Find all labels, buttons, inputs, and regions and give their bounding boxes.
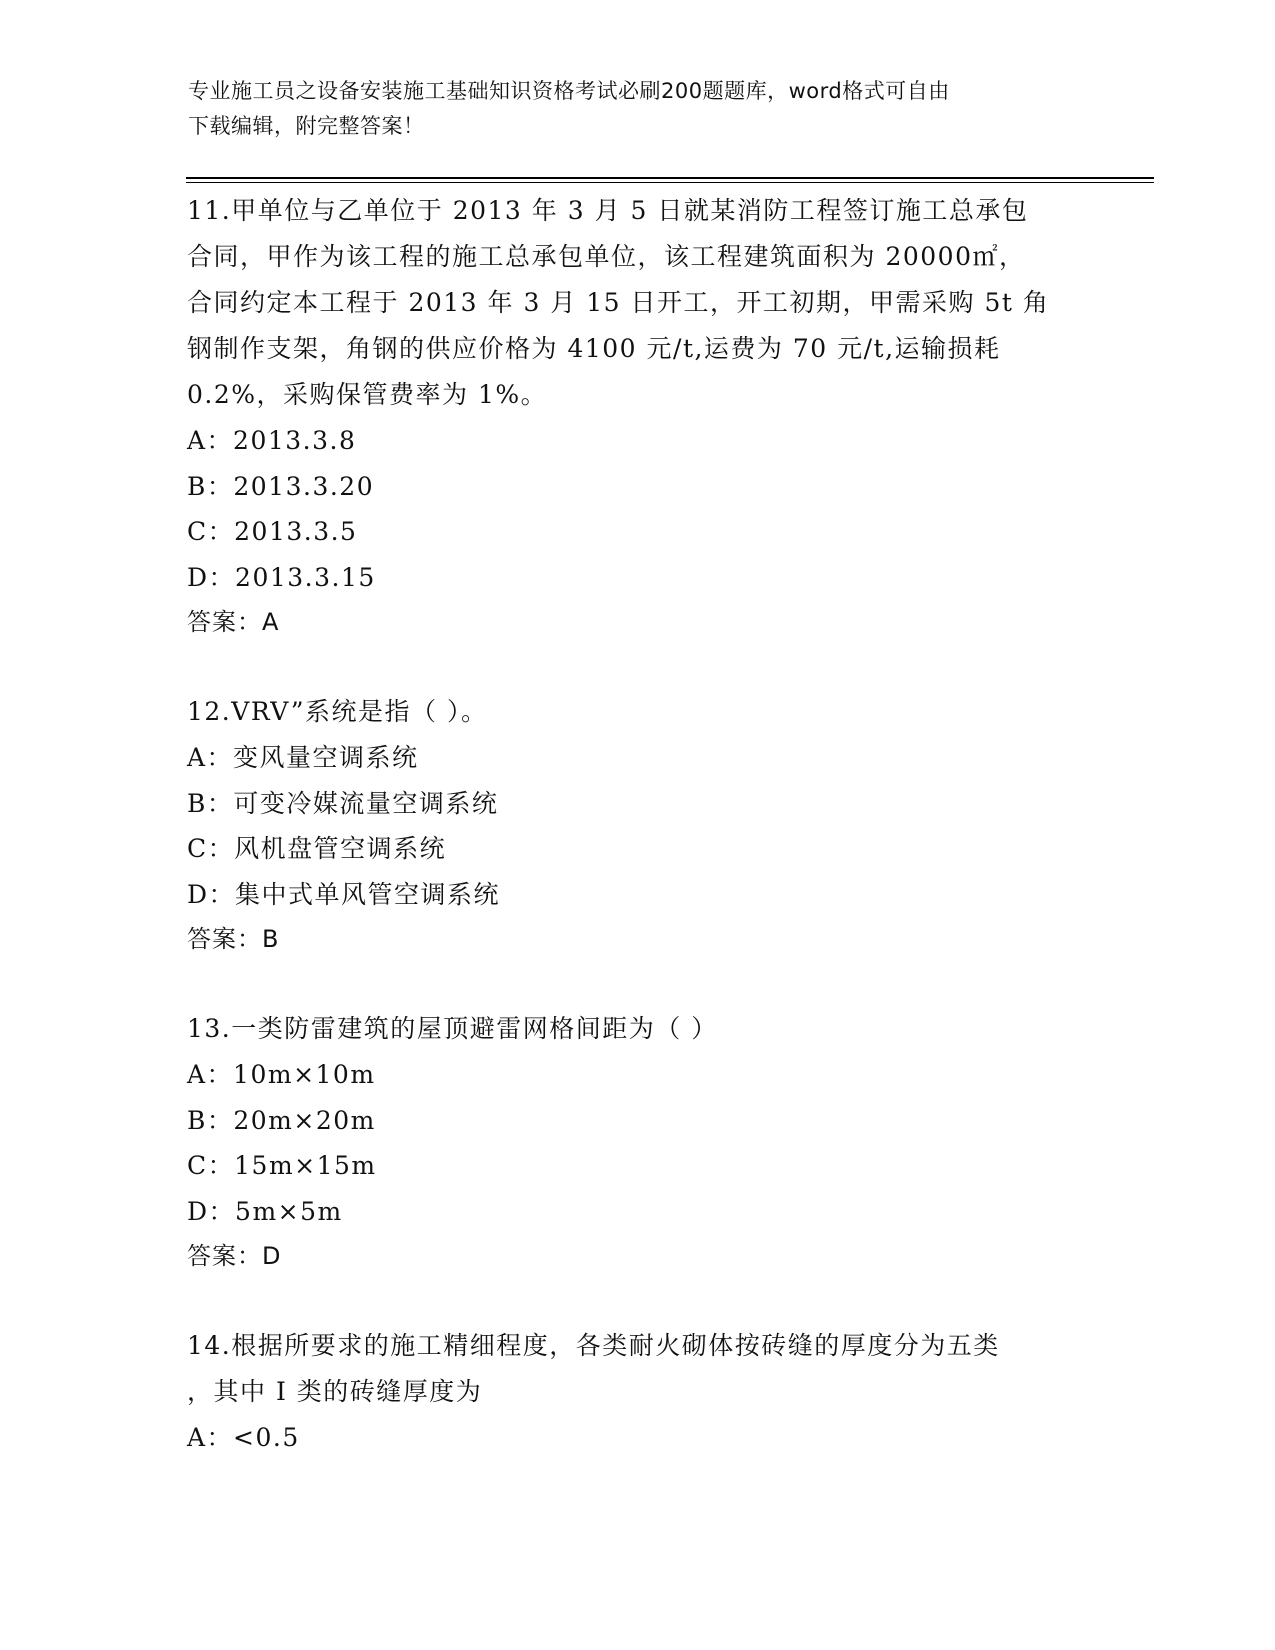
question-stem-line: 13.一类防雷建筑的屋顶避雷网格间距为（ ） <box>187 1014 718 1043</box>
question-11 <box>187 188 1087 645</box>
option-b: B：20m×20m <box>187 1105 376 1135</box>
option-d: D：集中式单风管空调系统 <box>187 879 501 909</box>
option-a: A：变风量空调系统 <box>187 743 419 772</box>
document-header <box>188 74 1088 144</box>
header-divider-thin <box>186 182 1154 183</box>
header-divider-thick <box>186 177 1154 179</box>
question-list <box>187 188 1087 1461</box>
question-stem-line: 0.2%，采购保管费率为 1%。 <box>187 380 548 409</box>
option-a: A：<0.5 <box>187 1423 300 1452</box>
option-a: A：10m×10m <box>187 1060 376 1089</box>
question-stem-line: 合同，甲作为该工程的施工总承包单位，该工程建筑面积为 20000㎡， <box>187 242 1026 271</box>
option-a: A：2013.3.8 <box>187 426 357 455</box>
question-12 <box>187 689 1087 962</box>
question-stem-line: 14.根据所要求的施工精细程度，各类耐火砌体按砖缝的厚度分为五类 <box>187 1331 1000 1360</box>
option-b: B：可变冷媒流量空调系统 <box>187 788 499 818</box>
question-stem-line: 11.甲单位与乙单位于 2013 年 3 月 5 日就某消防工程签订施工总承包 <box>187 196 1029 225</box>
question-spacer <box>187 645 1087 689</box>
answer-line: 答案：B <box>187 925 280 953</box>
question-14 <box>187 1323 1087 1461</box>
question-stem-line: 钢制作支架，角钢的供应价格为 4100 元/t,运费为 70 元/t,运输损耗 <box>187 334 1001 363</box>
option-d: D：5m×5m <box>187 1196 343 1226</box>
question-stem-line: 12.VRV”系统是指（ ）。 <box>187 697 488 726</box>
answer-line: 答案：D <box>187 1242 282 1270</box>
question-stem-line: 合同约定本工程于 2013 年 3 月 15 日开工，开工初期，甲需采购 5t 角 <box>187 288 1050 317</box>
option-b: B：2013.3.20 <box>187 471 375 501</box>
option-c: C：风机盘管空调系统 <box>187 834 447 863</box>
question-spacer <box>187 1279 1087 1323</box>
option-c: C：2013.3.5 <box>187 517 358 546</box>
question-spacer <box>187 962 1087 1006</box>
option-c: C：15m×15m <box>187 1151 377 1180</box>
answer-line: 答案：A <box>187 608 280 636</box>
header-line-1: 专业施工员之设备安装施工基础知识资格考试必刷200题题库，word格式可自由 <box>188 79 950 103</box>
question-stem-line: ，其中 I 类的砖缝厚度为 <box>187 1377 483 1406</box>
header-line-2: 下载编辑，附完整答案！ <box>188 114 425 138</box>
option-d: D：2013.3.15 <box>187 562 376 592</box>
question-13 <box>187 1006 1087 1279</box>
